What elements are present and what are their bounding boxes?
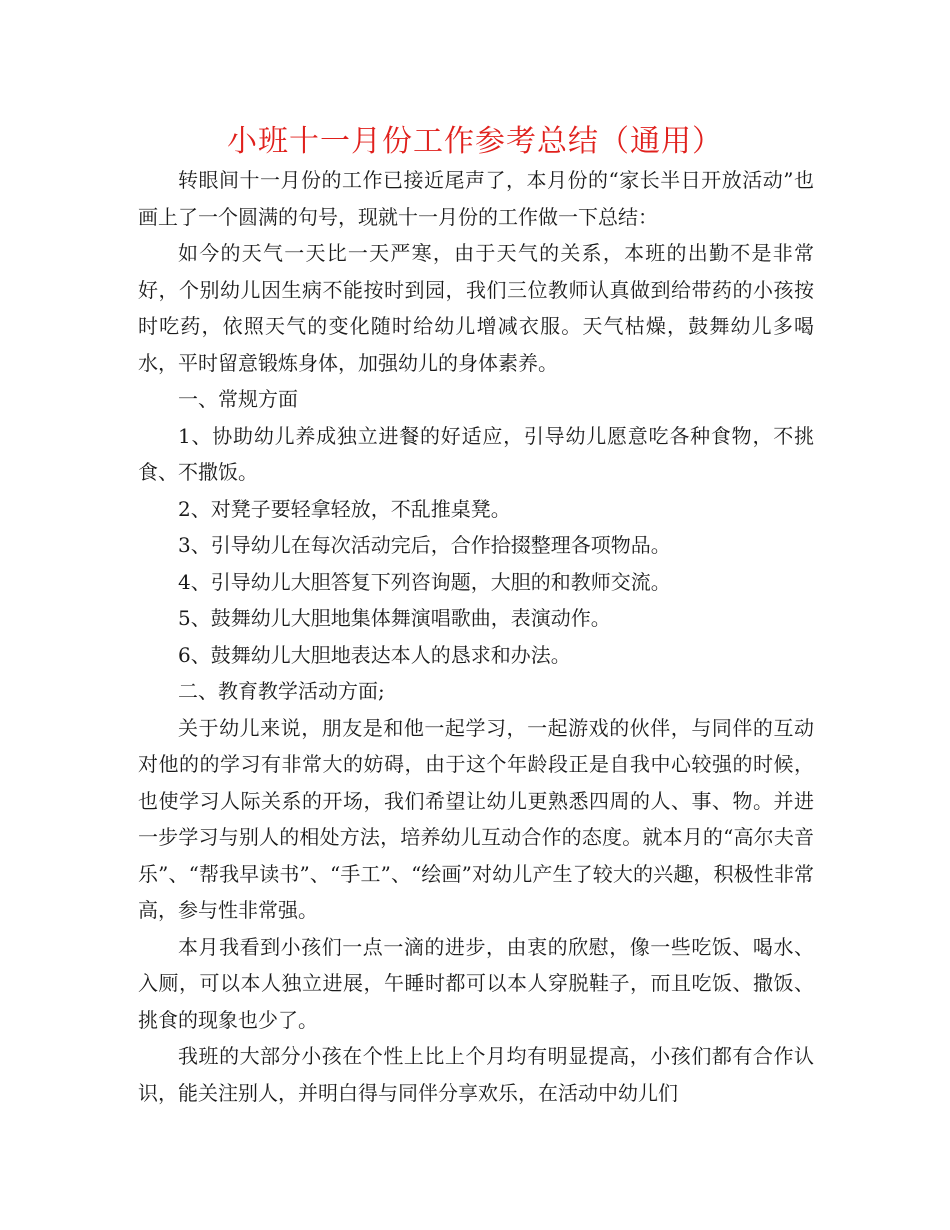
list-item: 1、协助幼儿养成独立进餐的好适应，引导幼儿愿意吃各种食物，不挑食、不撒饭。 xyxy=(138,423,814,484)
list-item: 3、引导幼儿在每次活动完后，合作拾掇整理各项物品。 xyxy=(178,533,671,557)
paragraph: 本月我看到小孩们一点一滴的进步，由衷的欣慰，像一些吃饭、喝水、入厕，可以本人独立进展，午睡时都可以本人穿脱鞋子，而且吃饭、撒饭、挑食的现象也少了。 xyxy=(138,934,814,1032)
section-heading: 二、教育教学活动方面; xyxy=(178,679,385,703)
paragraph: 转眼间十一月份的工作已接近尾声了，本月份的“家长半日开放活动”也画上了一个圆满的句号，现就十一月份的工作做一下总结： xyxy=(138,168,814,229)
paragraph: 如今的天气一天比一天严寒，由于天气的关系，本班的出勤不是非常好，个别幼儿因生病不能按时到园，我们三位教师认真做到给带药的小孩按时吃药，依照天气的变化随时给幼儿增减衣服。天气枯燥，鼓舞幼儿多喝水，平时留意锻炼身体，加强幼儿的身体素养。 xyxy=(138,241,814,375)
section-heading: 一、常规方面 xyxy=(178,387,298,411)
document-title: 小班十一月份工作参考总结（通用） xyxy=(227,124,723,159)
list-item: 5、鼓舞幼儿大胆地集体舞演唱歌曲，表演动作。 xyxy=(178,606,611,630)
paragraph: 我班的大部分小孩在个性上比上个月均有明显提高，小孩们都有合作认识，能关注别人，并明白得与同伴分享欢乐，在活动中幼儿们 xyxy=(138,1044,814,1105)
list-item: 4、引导幼儿大胆答复下列咨询题，大胆的和教师交流。 xyxy=(178,569,671,594)
paragraph: 关于幼儿来说，朋友是和他一起学习，一起游戏的伙伴，与同伴的互动对他的的学习有非常大的妨碍，由于这个年龄段正是自我中心较强的时候，也使学习人际关系的开场，我们希望让幼儿更熟悉四周的人、事、物。并进一步学习与别人的相处方法，培养幼儿互动合作的态度。就本月的“高尔夫音乐”、“帮我早读书”、“手工”、“绘画”对幼儿产生了较大的兴趣，积极性非常高，参与性非常强。 xyxy=(138,715,814,922)
document-body xyxy=(138,162,814,1111)
list-item: 2、对凳子要轻拿轻放，不乱推桌凳。 xyxy=(178,496,511,521)
list-item: 6、鼓舞幼儿大胆地表达本人的恳求和办法。 xyxy=(178,642,571,667)
